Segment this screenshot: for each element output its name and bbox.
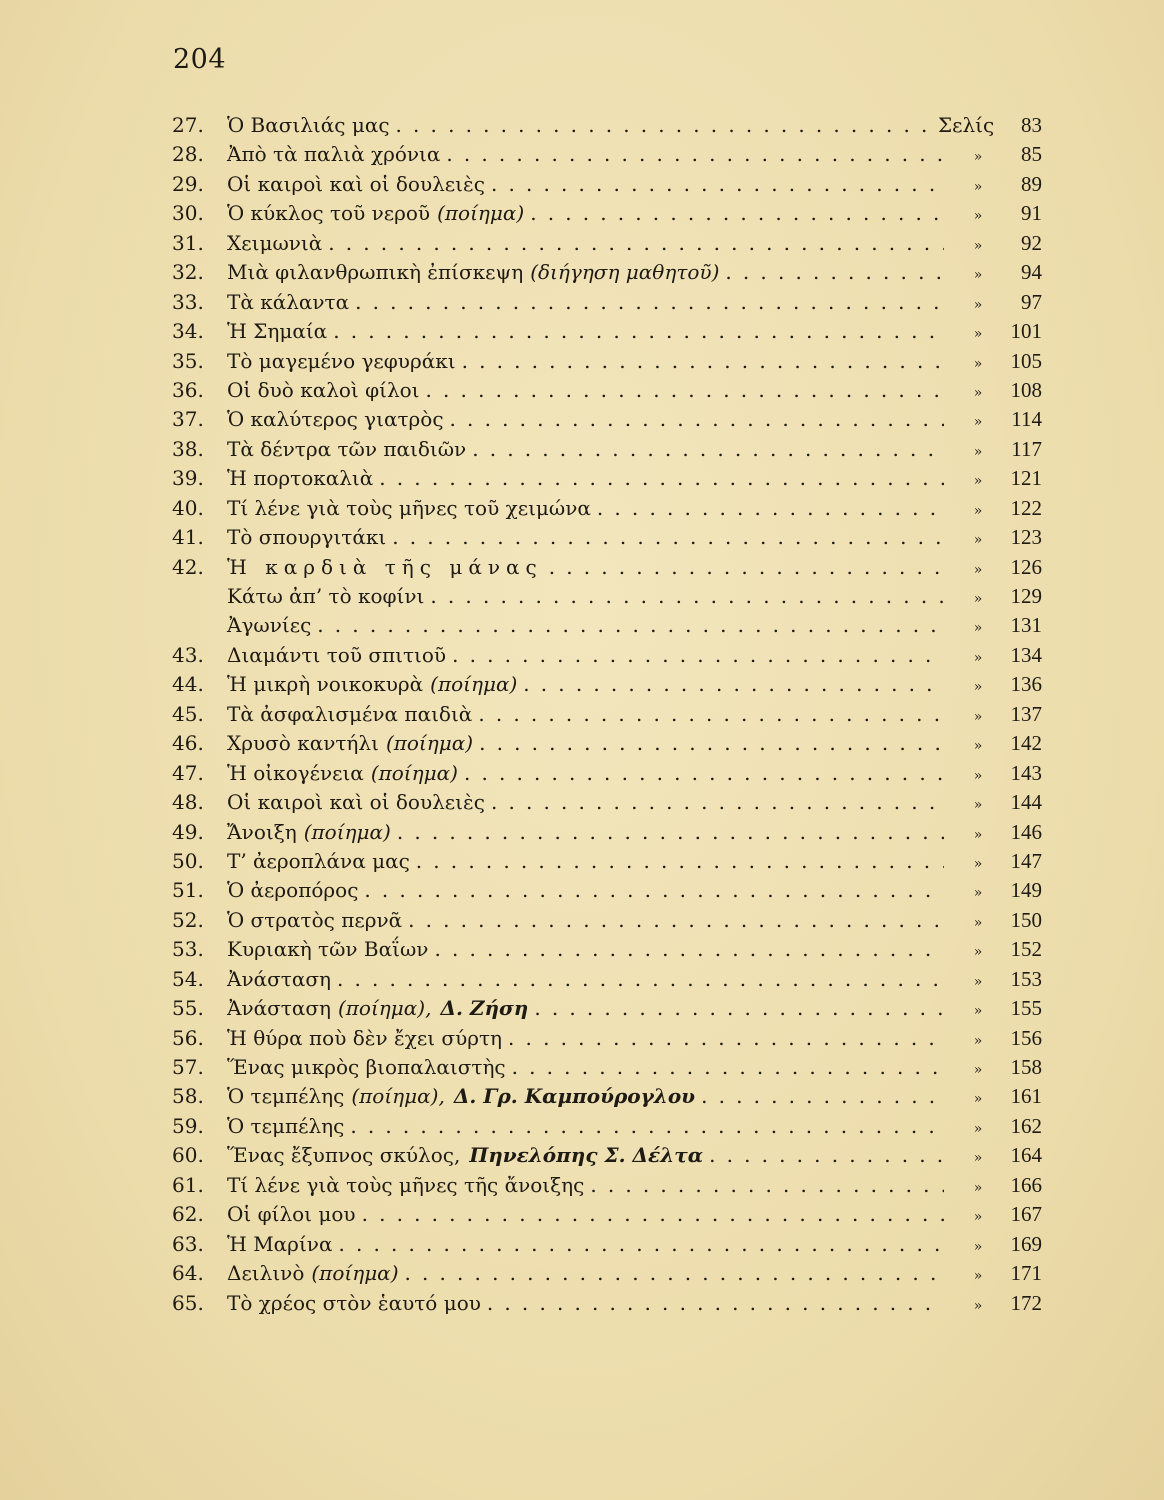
entry-note: (ποίημα) <box>385 731 474 756</box>
entry-page: 153 <box>1010 966 1042 991</box>
entry-title <box>227 994 528 1023</box>
dot-leader <box>416 847 944 876</box>
entry-page: 158 <box>1010 1055 1042 1079</box>
entry-title <box>227 258 719 287</box>
entry-page: 114 <box>1011 407 1042 432</box>
page-label: » <box>973 208 983 225</box>
entry-page: 131 <box>1010 613 1042 638</box>
entry-number: 30. <box>172 201 204 226</box>
entry-number: 52. <box>172 907 204 932</box>
entry-title-text: Ἄνοιξη <box>227 819 297 844</box>
page-label: » <box>973 885 983 902</box>
entry-page: 155 <box>1010 996 1042 1021</box>
page-label: » <box>973 149 983 166</box>
toc-entry <box>172 1082 1042 1111</box>
page-label: » <box>973 620 983 637</box>
entry-title-text: Ἀνάσταση <box>227 996 331 1021</box>
page-label: » <box>973 178 983 195</box>
entry-page: 169 <box>1010 1231 1042 1256</box>
entry-number: 50. <box>172 848 204 873</box>
entry-number: 32. <box>172 260 204 285</box>
toc-entry <box>172 906 1042 935</box>
page-label: » <box>973 826 983 843</box>
entry-title-text: Τί λένε γιὰ τοὺς μῆνες τοῦ χειμώνα <box>227 495 591 520</box>
entry-number: 61. <box>172 1172 204 1197</box>
toc-entry <box>172 229 1042 258</box>
page-label: » <box>973 1003 983 1020</box>
entry-title-text: Δειλινὸ <box>227 1261 305 1286</box>
entry-title <box>227 111 390 140</box>
entry-title-text: Ὁ κύκλος τοῦ νεροῦ <box>227 201 431 226</box>
entry-number: 39. <box>172 466 204 491</box>
dot-leader <box>364 876 944 905</box>
entry-page: 121 <box>1010 466 1042 491</box>
dot-leader <box>397 818 944 847</box>
entry-title <box>227 729 473 758</box>
entry-title <box>227 906 402 935</box>
entry-title-text: Χρυσὸ καντήλι <box>227 731 379 756</box>
page-label: » <box>973 1268 983 1285</box>
entry-page: 149 <box>1010 878 1042 903</box>
entry-title-text: Τὰ δέντρα τῶν παιδιῶν <box>227 436 467 461</box>
dot-leader <box>487 1289 944 1318</box>
dot-leader <box>450 405 944 434</box>
toc-entry <box>172 818 1042 847</box>
entry-title-text: Τί λένε γιὰ τοὺς μῆνες τῆς ἄνοιξης <box>227 1172 585 1197</box>
dot-leader <box>491 788 944 817</box>
toc-entry <box>172 435 1042 464</box>
entry-title-text: Μιὰ φιλανθρωπικὴ ἐπίσκεψη <box>227 260 524 285</box>
dot-leader <box>530 199 944 228</box>
entry-title-text: Ὁ τεμπέλης <box>227 1084 345 1109</box>
dot-leader <box>426 376 944 405</box>
toc-entry <box>172 1230 1042 1259</box>
entry-page: 136 <box>1010 672 1042 697</box>
entry-number: 49. <box>172 819 204 844</box>
page-label: » <box>973 1238 983 1255</box>
page-label: » <box>973 1179 983 1196</box>
entry-page: 150 <box>1010 907 1042 932</box>
entry-number: 36. <box>172 377 204 402</box>
page-label: » <box>973 973 983 990</box>
dot-leader <box>491 170 944 199</box>
entry-title <box>227 1053 506 1082</box>
toc-entry <box>172 317 1042 346</box>
toc-entry <box>172 1171 1042 1200</box>
entry-title <box>227 935 428 964</box>
toc-entry <box>172 611 1042 640</box>
entry-number: 37. <box>172 407 204 432</box>
toc-entry <box>172 965 1042 994</box>
entry-number: 44. <box>172 672 204 697</box>
entry-title-text: Ἡ Σημαία <box>227 319 328 344</box>
entry-page: 162 <box>1010 1113 1042 1138</box>
entry-note: (ποίημα) <box>370 760 458 785</box>
entry-title <box>227 611 311 640</box>
dot-leader <box>701 1082 944 1111</box>
entry-title-text: Ἕνας ἔξυπνος σκύλος, <box>227 1143 461 1168</box>
entry-page: 171 <box>1010 1261 1042 1286</box>
entry-title-text: Κυριακὴ τῶν Βαΐων <box>227 937 429 962</box>
entry-note: (ποίημα), <box>337 996 432 1021</box>
dot-leader <box>337 965 944 994</box>
dot-leader <box>462 347 944 376</box>
entry-title-text: Τ’ ἀεροπλάνα μας <box>227 848 410 873</box>
page-label: » <box>973 679 983 696</box>
toc-entry <box>172 1289 1042 1318</box>
entry-page: 142 <box>1010 731 1042 756</box>
entry-title <box>227 1112 344 1141</box>
toc-entry <box>172 729 1042 758</box>
page-label: Σελίς <box>938 113 995 137</box>
page-label: » <box>973 738 983 755</box>
toc-entry <box>172 376 1042 405</box>
page-number: 204 <box>173 44 227 75</box>
entry-number: 54. <box>172 966 204 991</box>
page-label: » <box>973 1150 983 1167</box>
entry-title-text: Κάτω ἀπ’ τὸ κοφίνι <box>227 584 425 608</box>
entry-title <box>227 641 446 670</box>
page-label: » <box>973 1091 983 1108</box>
entry-page: 126 <box>1010 554 1042 579</box>
toc-entry <box>172 111 1042 140</box>
entry-page: 137 <box>1010 701 1042 726</box>
entry-number: 62. <box>172 1202 204 1227</box>
entry-number: 40. <box>172 495 204 520</box>
entry-page: 101 <box>1010 319 1042 344</box>
entry-number: 42. <box>172 554 204 579</box>
dot-leader <box>338 1230 944 1259</box>
entry-page: 167 <box>1010 1202 1042 1227</box>
page-label: » <box>973 267 983 284</box>
entry-number: 38. <box>172 436 204 461</box>
entry-title <box>227 140 440 169</box>
entry-title <box>227 876 358 905</box>
toc-entry <box>172 1259 1042 1288</box>
entry-title-text: Ἡ μικρὴ νοικοκυρὰ <box>227 672 424 697</box>
entry-title <box>227 670 517 699</box>
entry-title-text: Ὁ ἀεροπόρος <box>227 878 359 903</box>
entry-title-text: Τὰ κάλαντα <box>227 289 350 314</box>
entry-title <box>227 405 444 434</box>
entry-number: 34. <box>172 319 204 344</box>
entry-page: 152 <box>1010 937 1042 962</box>
page-label: » <box>973 1297 983 1314</box>
dot-leader <box>549 553 944 582</box>
entry-page: 83 <box>1021 113 1042 137</box>
entry-page: 108 <box>1010 377 1042 402</box>
entry-title-text: Τὸ χρέος στὸν ἑαυτό μου <box>227 1290 481 1315</box>
entry-title-text: Ὁ καλύτερος γιατρὸς <box>227 407 444 432</box>
entry-title-text: Οἱ φίλοι μου <box>227 1202 356 1227</box>
entry-number: 27. <box>172 113 204 137</box>
entry-page: 166 <box>1010 1172 1042 1197</box>
entry-title <box>227 347 456 376</box>
entry-number: 33. <box>172 289 204 314</box>
toc-entry <box>172 1200 1042 1229</box>
page-label: » <box>973 797 983 814</box>
entry-title-text: Χειμωνιὰ <box>227 230 323 255</box>
entry-page: 89 <box>1021 171 1042 196</box>
dot-leader <box>350 1112 944 1141</box>
page-label: » <box>973 767 983 784</box>
entry-title <box>227 494 591 523</box>
toc-entry <box>172 788 1042 817</box>
entry-title <box>227 965 331 994</box>
dot-leader <box>479 729 944 758</box>
entry-number: 64. <box>172 1261 204 1286</box>
entry-title-text: Ἡ οἰκογένεια <box>227 760 364 785</box>
entry-number: 58. <box>172 1084 204 1109</box>
page-label: » <box>973 708 983 725</box>
entry-page: 134 <box>1010 642 1042 667</box>
entry-title-text: Οἱ καιροὶ καὶ οἱ δουλειὲς <box>227 171 485 196</box>
entry-title <box>227 847 410 876</box>
entry-title <box>227 1141 703 1170</box>
entry-title <box>227 1171 584 1200</box>
toc-entry <box>172 347 1042 376</box>
entry-number: 55. <box>172 996 204 1021</box>
entry-title <box>227 1200 356 1229</box>
toc-entry <box>172 582 1042 611</box>
dot-leader <box>408 906 944 935</box>
entry-title <box>227 376 420 405</box>
page-label: » <box>973 384 983 401</box>
entry-page: 122 <box>1010 495 1042 520</box>
dot-leader <box>430 582 944 611</box>
entry-number: 47. <box>172 760 204 785</box>
toc-entry <box>172 994 1042 1023</box>
entry-title-text: Διαμάντι τοῦ σπιτιοῦ <box>227 642 447 667</box>
entry-title <box>227 700 472 729</box>
page-label: » <box>973 473 983 490</box>
toc-entry <box>172 494 1042 523</box>
dot-leader <box>333 317 944 346</box>
entry-title <box>227 818 391 847</box>
dot-leader <box>405 1259 945 1288</box>
entry-title-text: Οἱ καιροὶ καὶ οἱ δουλειὲς <box>227 790 485 815</box>
entry-number: 46. <box>172 731 204 756</box>
entry-title-text: Τὸ μαγεμένο γεφυράκι <box>227 348 456 373</box>
dot-leader <box>355 288 944 317</box>
toc-entry <box>172 464 1042 493</box>
toc-entry <box>172 1024 1042 1053</box>
entry-title <box>227 317 327 346</box>
entry-number: 43. <box>172 642 204 667</box>
toc-entry <box>172 199 1042 228</box>
toc-entry <box>172 553 1042 582</box>
entry-title <box>227 170 485 199</box>
entry-title-text: Ἀγωνίες <box>227 613 312 638</box>
dot-leader <box>379 464 944 493</box>
entry-page: 164 <box>1010 1143 1042 1168</box>
dot-leader <box>434 935 944 964</box>
entry-number: 56. <box>172 1025 204 1050</box>
dot-leader <box>446 140 944 169</box>
entry-number: 41. <box>172 525 204 550</box>
entry-title <box>227 1024 502 1053</box>
entry-note: (ποίημα) <box>303 819 391 844</box>
entry-title <box>227 553 543 582</box>
entry-number: 29. <box>172 171 204 196</box>
page-label: » <box>973 296 983 313</box>
entry-page: 85 <box>1021 142 1042 167</box>
entry-number: 53. <box>172 937 204 962</box>
table-of-contents <box>172 111 1042 1318</box>
entry-title-text: Τὸ σπουργιτάκι <box>227 525 387 550</box>
page-label: » <box>973 561 983 578</box>
page-label: » <box>973 944 983 961</box>
dot-leader <box>317 611 944 640</box>
toc-entry <box>172 876 1042 905</box>
entry-note: (ποίημα) <box>430 672 518 697</box>
entry-title <box>227 788 485 817</box>
page-label: » <box>973 914 983 931</box>
page-label: » <box>973 1209 983 1226</box>
entry-number: 35. <box>172 348 204 373</box>
entry-title <box>227 1230 332 1259</box>
page-label: » <box>973 1062 983 1078</box>
entry-title-text: Ἡ Μαρίνα <box>227 1231 333 1256</box>
entry-title-text: Ἀνάσταση <box>227 966 331 991</box>
page-label: » <box>973 237 983 254</box>
entry-page: 129 <box>1010 584 1042 608</box>
dot-leader <box>508 1024 944 1053</box>
entry-title-text: Ὁ Βασιλιάς μας <box>227 113 390 137</box>
toc-entry <box>172 1112 1042 1141</box>
entry-title <box>227 288 349 317</box>
entry-page: 105 <box>1010 348 1042 373</box>
dot-leader <box>725 258 944 287</box>
entry-number: 57. <box>172 1055 204 1079</box>
dot-leader <box>392 523 944 552</box>
entry-title-text: Ἡ θύρα ποὺ δὲν ἔχει σύρτη <box>227 1025 503 1050</box>
dot-leader <box>362 1200 944 1229</box>
dot-leader <box>472 435 944 464</box>
toc-entry <box>172 700 1042 729</box>
entry-title-text: Οἱ δυὸ καλοὶ φίλοι <box>227 377 420 402</box>
entry-title-text: Τὰ ἀσφαλισμένα παιδιὰ <box>227 701 473 726</box>
entry-title-text: Ἡ πορτοκαλιὰ <box>227 466 374 491</box>
entry-number: 60. <box>172 1143 204 1168</box>
page-label: » <box>973 649 983 666</box>
dot-leader <box>452 641 944 670</box>
entry-title <box>227 199 524 228</box>
entry-title <box>227 582 424 611</box>
entry-note: (ποίημα) <box>437 201 525 226</box>
entry-page: 147 <box>1010 848 1042 873</box>
entry-number: 28. <box>172 142 204 167</box>
entry-title <box>227 523 386 552</box>
page-label: » <box>973 443 983 460</box>
entry-number: 65. <box>172 1290 204 1315</box>
entry-number: 63. <box>172 1231 204 1256</box>
toc-entry <box>172 258 1042 287</box>
entry-page: 123 <box>1010 525 1042 550</box>
entry-page: 156 <box>1010 1025 1042 1050</box>
entry-author: Δ. Ζήση <box>440 996 529 1021</box>
entry-page: 91 <box>1021 201 1042 226</box>
dot-leader <box>709 1141 944 1170</box>
entry-page: 143 <box>1010 760 1042 785</box>
entry-title <box>227 1082 695 1111</box>
toc-entry <box>172 847 1042 876</box>
entry-number: 48. <box>172 790 204 815</box>
entry-page: 172 <box>1010 1290 1042 1315</box>
page-label: » <box>973 326 983 343</box>
page-label: » <box>973 355 983 372</box>
entry-page: 144 <box>1010 790 1042 815</box>
entry-number: 31. <box>172 230 204 255</box>
toc-entry <box>172 405 1042 434</box>
dot-leader <box>534 994 944 1023</box>
dot-leader <box>396 111 930 140</box>
entry-note: (ποίημα) <box>311 1261 399 1286</box>
entry-title <box>227 435 466 464</box>
entry-page: 94 <box>1021 260 1042 285</box>
toc-entry <box>172 641 1042 670</box>
entry-note: (διήγηση μαθητοῦ) <box>530 260 720 285</box>
dot-leader <box>590 1171 944 1200</box>
toc-entry <box>172 935 1042 964</box>
dot-leader <box>478 700 944 729</box>
entry-title <box>227 1289 481 1318</box>
entry-title <box>227 1259 399 1288</box>
entry-author: Δ. Γρ. Καμπούρογλου <box>453 1084 696 1109</box>
entry-page: 146 <box>1010 819 1042 844</box>
dot-leader <box>512 1053 944 1082</box>
entry-title <box>227 759 458 788</box>
dot-leader <box>523 670 944 699</box>
page-label: » <box>973 414 983 431</box>
entry-page: 92 <box>1021 230 1042 255</box>
entry-author: Πηνελόπης Σ. Δέλτα <box>469 1143 704 1168</box>
page-label: » <box>973 1120 983 1137</box>
entry-number: 59. <box>172 1113 204 1138</box>
entry-number: 51. <box>172 878 204 903</box>
toc-entry <box>172 759 1042 788</box>
toc-entry <box>172 670 1042 699</box>
dot-leader <box>464 759 944 788</box>
toc-entry <box>172 523 1042 552</box>
toc-entry <box>172 140 1042 169</box>
page-label: » <box>973 532 983 549</box>
entry-page: 97 <box>1021 289 1042 314</box>
page-label: » <box>973 502 983 519</box>
dot-leader <box>328 229 944 258</box>
entry-page: 117 <box>1011 436 1042 461</box>
entry-number: 45. <box>172 701 204 726</box>
entry-note: (ποίημα), <box>351 1084 445 1109</box>
entry-title-text: Ἡ καρδιὰ τῆς μάνας <box>227 554 543 579</box>
page-label: » <box>973 855 983 872</box>
page-label: » <box>973 1032 983 1049</box>
toc-entry <box>172 1141 1042 1170</box>
entry-title <box>227 464 373 493</box>
toc-entry <box>172 170 1042 199</box>
page-label: » <box>973 591 983 607</box>
entry-page: 161 <box>1010 1084 1042 1109</box>
toc-entry <box>172 1053 1042 1082</box>
entry-title-text: Ὁ τεμπέλης <box>227 1113 345 1138</box>
toc-entry <box>172 288 1042 317</box>
dot-leader <box>597 494 944 523</box>
entry-title-text: Ἕνας μικρὸς βιοπαλαιστὴς <box>227 1055 506 1079</box>
entry-title-text: Ἀπὸ τὰ παλιὰ χρόνια <box>227 142 441 167</box>
entry-title <box>227 229 322 258</box>
entry-title-text: Ὁ στρατὸς περνᾶ <box>227 907 403 932</box>
